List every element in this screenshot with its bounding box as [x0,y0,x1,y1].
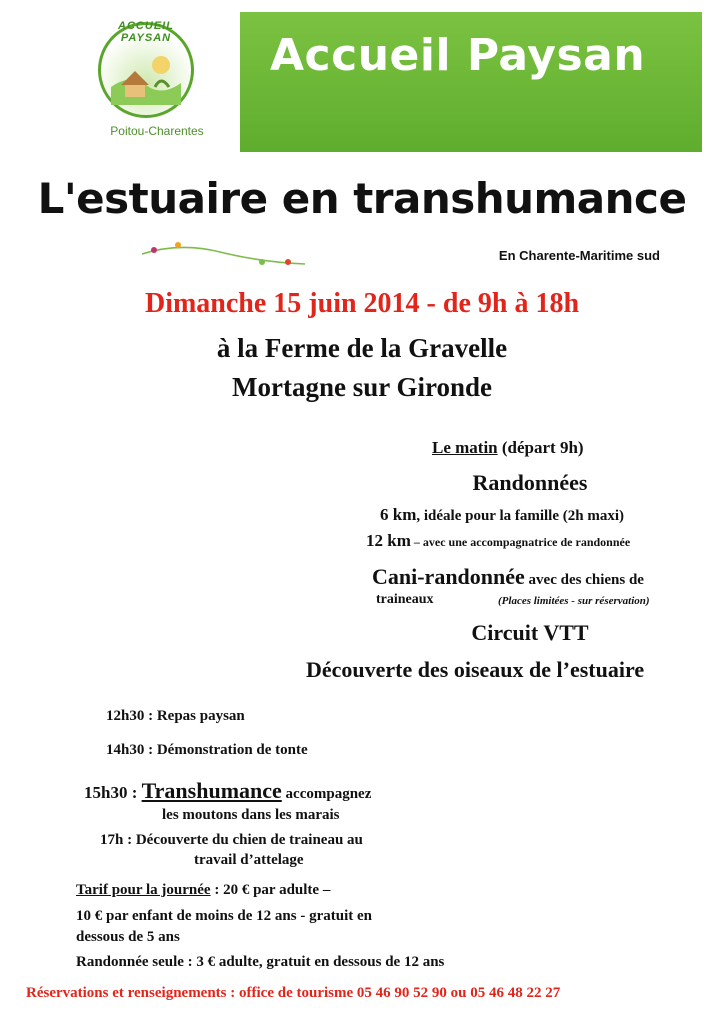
header-banner [74,12,702,152]
bird-watching: Découverte des oiseaux de l’estuaire [306,657,645,682]
pricing-child: 10 € par enfant de moins de 12 ans - gratuit en [76,908,372,924]
page-title: L'estuaire en transhumance [37,174,687,223]
trans-desc2: les moutons dans les marais [162,807,340,823]
morning-label: Le matin [432,438,498,457]
trans-title: Transhumance [141,778,282,803]
logo-region: Poitou-Charentes [110,124,204,138]
contact-line: Réservations et renseignements : office de tourisme 05 46 90 52 90 ou 05 46 48 22 27 [26,985,561,1001]
schedule-meal: 12h30 : Repas paysan [106,708,245,724]
venue-town: Mortagne sur Gironde [232,372,492,402]
morning-departure: (départ 9h) [497,438,584,457]
pricing-child-2: dessous de 5 ans [76,929,180,945]
cani-note: (Places limitées - sur réservation) [498,595,650,607]
pricing-hike-only: Randonnée seule : 3 € adulte, gratuit en dessous de 12 ans [76,954,445,970]
hike-12km [366,531,630,551]
vtt-circuit: Circuit VTT [471,620,589,645]
venue-name: à la Ferme de la Gravelle [216,333,508,363]
cani-rando [372,564,644,590]
hike-6km [380,505,624,525]
event-date: Dimanche 15 juin 2014 - de 9h à 18h [144,288,580,319]
hike2-distance: 12 km [366,531,411,550]
cani-desc: avec des chiens de [524,572,644,588]
vine-decoration [140,240,310,270]
trans-desc: accompagnez [281,786,372,802]
hike1-distance: 6 km [380,505,417,524]
region-label: En Charente-Maritime sud [498,248,660,263]
cani-desc2: traineaux [376,592,434,607]
banner-title: Accueil Paysan [270,30,646,81]
cani-heading: Cani-randonnée [372,564,525,589]
hike2-desc: – avec une accompagnatrice de randonnée [410,535,631,549]
schedule-sled-2: travail d’attelage [194,852,304,868]
hike1-desc: , idéale pour la famille (2h maxi) [416,508,625,524]
pricing-label: Tarif pour la journée [76,882,211,898]
schedule-shearing: 14h30 : Démonstration de tonte [106,742,308,758]
schedule-transhumance [84,778,371,804]
pricing-adult [76,882,330,899]
pricing-adult-price: : 20 € par adulte – [210,882,331,898]
schedule-sled: 17h : Découverte du chien de traineau au [100,832,363,848]
logo-lettering: ACCUEIL PAYSAN [118,20,174,44]
logo-panel [74,12,240,152]
trans-time: 15h30 : [84,783,142,802]
hikes-heading: Randonnées [472,470,588,495]
morning-heading [432,438,584,458]
